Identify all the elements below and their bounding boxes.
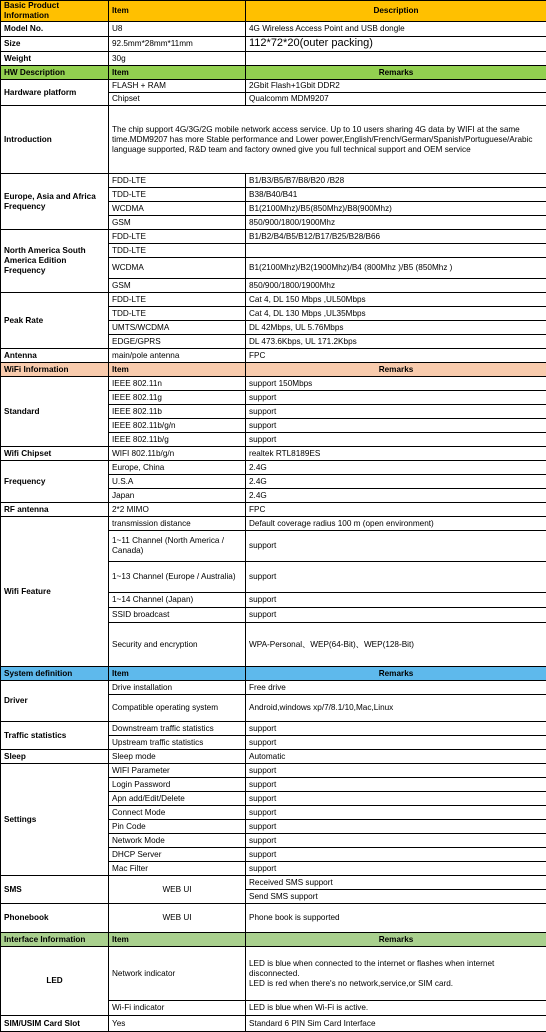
item-cell: Yes	[109, 1016, 246, 1032]
column-remarks-header: Remarks	[246, 363, 546, 377]
item-cell: WIFI Parameter	[109, 764, 246, 778]
section-title-basic: Basic Product Information	[1, 1, 109, 22]
row-label: Wifi Chipset	[1, 447, 109, 461]
item-cell: FDD-LTE	[109, 230, 246, 244]
table-row	[1, 174, 546, 188]
table-row	[1, 37, 546, 52]
led-network-line: LED is red when there's no network,service,or SIM card.	[249, 979, 543, 989]
column-remarks-header: Remarks	[246, 933, 546, 947]
value-cell: 850/900/1800/1900Mhz	[246, 216, 546, 230]
item-cell: WIFI 802.11b/g/n	[109, 447, 246, 461]
row-label: Size	[1, 37, 109, 52]
item-cell: WEB UI	[109, 876, 246, 904]
item-cell: FDD-LTE	[109, 174, 246, 188]
row-label: SIM/USIM Card Slot	[1, 1016, 109, 1032]
item-cell: Mac Filter	[109, 862, 246, 876]
column-item-header: Item	[109, 1, 246, 22]
value-cell: support	[246, 562, 546, 593]
item-cell: Pin Code	[109, 820, 246, 834]
column-item-header: Item	[109, 667, 246, 681]
column-item-header: Item	[109, 363, 246, 377]
item-cell: UMTS/WCDMA	[109, 321, 246, 335]
row-label: Phonebook	[1, 904, 109, 933]
item-cell: FLASH + RAM	[109, 80, 246, 93]
item-cell: Europe, China	[109, 461, 246, 475]
value-cell: support	[246, 778, 546, 792]
item-cell: Drive installation	[109, 681, 246, 695]
table-row	[1, 230, 546, 244]
item-cell: Security and encryption	[109, 623, 246, 667]
item-cell: Sleep mode	[109, 750, 246, 764]
item-cell: FDD-LTE	[109, 293, 246, 307]
value-cell: support	[246, 736, 546, 750]
table-row	[1, 904, 546, 933]
table-row	[1, 876, 546, 890]
table-row	[1, 947, 546, 1001]
row-label: Standard	[1, 377, 109, 447]
row-label: Introduction	[1, 106, 109, 174]
item-cell: GSM	[109, 279, 246, 293]
item-cell: Compatible operating system	[109, 695, 246, 722]
basic-header-row	[1, 1, 546, 22]
table-row	[1, 52, 546, 66]
value-cell: Standard 6 PIN Sim Card Interface	[246, 1016, 546, 1032]
item-cell: IEEE 802.11b/g	[109, 433, 246, 447]
value-cell: support	[246, 848, 546, 862]
column-remarks-header: Remarks	[246, 667, 546, 681]
item-cell: IEEE 802.11b	[109, 405, 246, 419]
value-cell: support	[246, 419, 546, 433]
value-cell: 2.4G	[246, 461, 546, 475]
value-cell	[246, 947, 546, 1001]
row-label: RF antenna	[1, 503, 109, 517]
value-cell: Default coverage radius 100 m (open environment)	[246, 517, 546, 531]
item-cell: Japan	[109, 489, 246, 503]
item-cell: 1~13 Channel (Europe / Australia)	[109, 562, 246, 593]
value-cell: support	[246, 391, 546, 405]
introduction-text: The chip support 4G/3G/2G mobile network access service. Up to 10 users sharing 4G data by WIFI at the same time.MDM9207 has more Stable performance and Lower power,English/French/German/Spanish/Portuguese/Arabic language supported, R&D team and factory owned give you full technical support and OEM service	[109, 106, 546, 174]
table-row	[1, 293, 546, 307]
item-cell: GSM	[109, 216, 246, 230]
column-item-header: Item	[109, 933, 246, 947]
section-title-wifi: WiFi Information	[1, 363, 109, 377]
value-cell: B1/B3/B5/B7/B8/B20 /B28	[246, 174, 546, 188]
value-cell: B1(2100Mhz)/B2(1900Mhz)/B4 (800Mhz )/B5 (850Mhz )	[246, 258, 546, 279]
value-cell: support	[246, 405, 546, 419]
item-cell: DHCP Server	[109, 848, 246, 862]
item-cell: Network indicator	[109, 947, 246, 1001]
section-title-system: System definition	[1, 667, 109, 681]
item-cell: Upstream traffic statistics	[109, 736, 246, 750]
value-cell: 2.4G	[246, 475, 546, 489]
table-row	[1, 80, 546, 93]
value-cell: Received SMS support	[246, 876, 546, 890]
row-label: Wifi Feature	[1, 517, 109, 667]
table-row	[1, 750, 546, 764]
table-row	[1, 503, 546, 517]
row-label: LED	[1, 947, 109, 1016]
table-row	[1, 447, 546, 461]
interface-header-row	[1, 933, 546, 947]
value-cell: support 150Mbps	[246, 377, 546, 391]
row-label: Antenna	[1, 349, 109, 363]
value-cell: 850/900/1800/1900Mhz	[246, 279, 546, 293]
table-row	[1, 681, 546, 695]
item-cell: IEEE 802.11g	[109, 391, 246, 405]
item-cell: WEB UI	[109, 904, 246, 933]
item-cell: WCDMA	[109, 258, 246, 279]
table-row	[1, 349, 546, 363]
column-remarks-header: Remarks	[246, 66, 546, 80]
table-row	[1, 517, 546, 531]
system-header-row	[1, 667, 546, 681]
table-row	[1, 22, 546, 37]
value-cell: Send SMS support	[246, 890, 546, 904]
value-cell	[246, 52, 546, 66]
value-cell: support	[246, 722, 546, 736]
item-cell: TDD-LTE	[109, 188, 246, 202]
value-cell: support	[246, 820, 546, 834]
row-label: Model No.	[1, 22, 109, 37]
value-cell: 112*72*20(outer packing)	[246, 37, 546, 52]
item-cell: Login Password	[109, 778, 246, 792]
item-cell: transmission distance	[109, 517, 246, 531]
value-cell: support	[246, 834, 546, 848]
value-cell: 2Gbit Flash+1Gbit DDR2	[246, 80, 546, 93]
value-cell: 2.4G	[246, 489, 546, 503]
value-cell: Cat 4, DL 130 Mbps ,UL35Mbps	[246, 307, 546, 321]
value-cell: B1(2100Mhz)/B5(850Mhz)/B8(900Mhz)	[246, 202, 546, 216]
item-cell: Network Mode	[109, 834, 246, 848]
row-label: North America South America Edition Frequency	[1, 230, 109, 293]
value-cell: FPC	[246, 503, 546, 517]
item-cell: EDGE/GPRS	[109, 335, 246, 349]
value-cell: Android,windows xp/7/8.1/10,Mac,Linux	[246, 695, 546, 722]
item-cell: Connect Mode	[109, 806, 246, 820]
item-cell: TDD-LTE	[109, 244, 246, 258]
value-cell: Automatic	[246, 750, 546, 764]
value-cell: realtek RTL8189ES	[246, 447, 546, 461]
value-cell: WPA-Personal、WEP(64-Bit)、WEP(128-Bit)	[246, 623, 546, 667]
item-cell: U8	[109, 22, 246, 37]
value-cell: B38/B40/B41	[246, 188, 546, 202]
item-cell: U.S.A	[109, 475, 246, 489]
item-cell: main/pole antenna	[109, 349, 246, 363]
item-cell: Wi-Fi indicator	[109, 1001, 246, 1016]
item-cell: Apn add/Edit/Delete	[109, 792, 246, 806]
item-cell: Downstream traffic statistics	[109, 722, 246, 736]
value-cell: LED is blue when Wi-Fi is active.	[246, 1001, 546, 1016]
value-cell: support	[246, 792, 546, 806]
table-row	[1, 106, 546, 174]
item-cell: IEEE 802.11n	[109, 377, 246, 391]
value-cell: DL 42Mbps, UL 5.76Mbps	[246, 321, 546, 335]
item-cell: 92.5mm*28mm*11mm	[109, 37, 246, 52]
item-cell: IEEE 802.11b/g/n	[109, 419, 246, 433]
value-cell: support	[246, 531, 546, 562]
item-cell: 2*2 MIMO	[109, 503, 246, 517]
row-label: Europe, Asia and Africa Frequency	[1, 174, 109, 230]
value-cell: Cat 4, DL 150 Mbps ,UL50Mbps	[246, 293, 546, 307]
table-row	[1, 377, 546, 391]
section-title-interface: Interface Information	[1, 933, 109, 947]
table-row	[1, 764, 546, 778]
row-label: Weight	[1, 52, 109, 66]
section-title-hw: HW Description	[1, 66, 109, 80]
item-cell: WCDMA	[109, 202, 246, 216]
value-cell: Free drive	[246, 681, 546, 695]
value-cell: support	[246, 806, 546, 820]
item-cell: 30g	[109, 52, 246, 66]
table-row	[1, 722, 546, 736]
value-cell: B1/B2/B4/B5/B12/B17/B25/B28/B66	[246, 230, 546, 244]
value-cell: Qualcomm MDM9207	[246, 93, 546, 106]
value-cell: support	[246, 764, 546, 778]
value-cell: support	[246, 608, 546, 623]
value-cell: FPC	[246, 349, 546, 363]
value-cell: Phone book is supported	[246, 904, 546, 933]
item-cell: TDD-LTE	[109, 307, 246, 321]
wifi-header-row	[1, 363, 546, 377]
row-label: Frequency	[1, 461, 109, 503]
row-label: Peak Rate	[1, 293, 109, 349]
row-label: Traffic statistics	[1, 722, 109, 750]
value-cell: support	[246, 433, 546, 447]
item-cell: Chipset	[109, 93, 246, 106]
table-row	[1, 461, 546, 475]
value-cell: DL 473.6Kbps, UL 171.2Kbps	[246, 335, 546, 349]
column-item-header: Item	[109, 66, 246, 80]
item-cell: SSID broadcast	[109, 608, 246, 623]
row-label: Sleep	[1, 750, 109, 764]
row-label: SMS	[1, 876, 109, 904]
value-cell	[246, 244, 546, 258]
row-label: Settings	[1, 764, 109, 876]
value-cell: 4G Wireless Access Point and USB dongle	[246, 22, 546, 37]
led-network-line: LED is blue when connected to the internet or flashes when internet disconnected.	[249, 959, 543, 979]
value-cell: support	[246, 862, 546, 876]
value-cell: support	[246, 593, 546, 608]
item-cell: 1~11 Channel (North America / Canada)	[109, 531, 246, 562]
column-description-header: Description	[246, 1, 546, 22]
row-label: Hardware platform	[1, 80, 109, 106]
hw-header-row	[1, 66, 546, 80]
item-cell: 1~14 Channel (Japan)	[109, 593, 246, 608]
row-label: Driver	[1, 681, 109, 722]
